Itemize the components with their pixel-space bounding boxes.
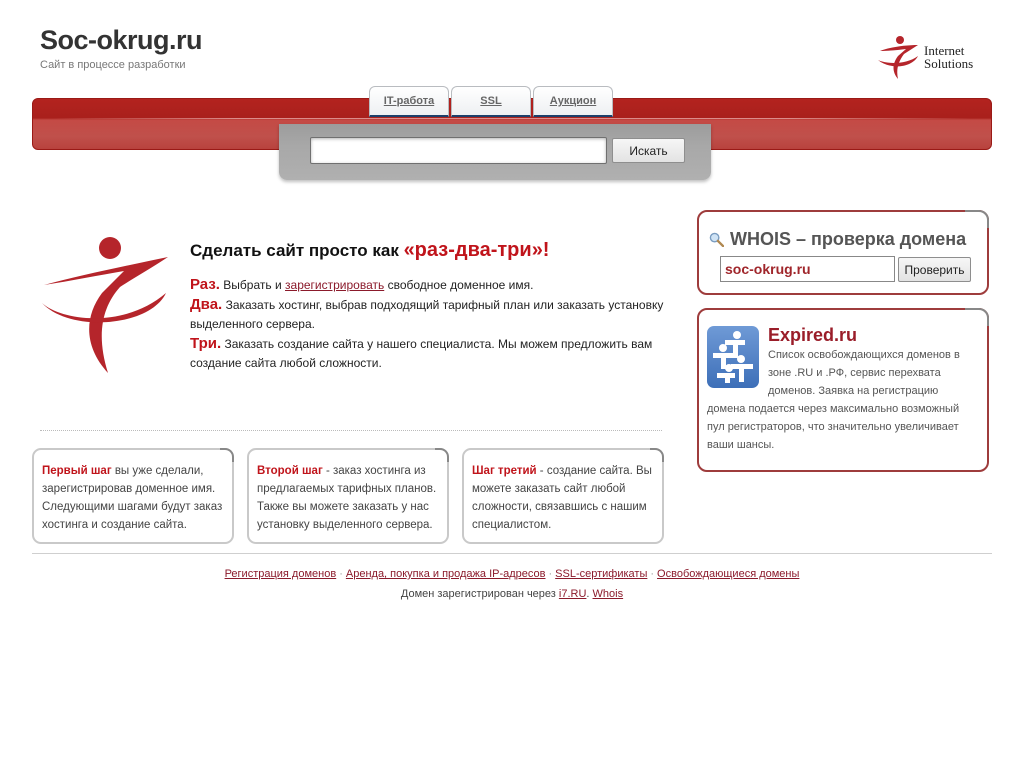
card-text: - заказ хостинга из предлагаемых тарифных планов. Также вы можете заказать у нас установку выделенного сервера.: [257, 465, 437, 531]
footer-note: [0, 588, 1024, 600]
step-text: Выбрать и: [219, 278, 286, 292]
intro-section: [190, 236, 670, 373]
tab-it-rabota[interactable]: IT-работа: [369, 86, 449, 117]
footer-links: [0, 568, 1024, 580]
search-panel: [279, 124, 711, 180]
brand-text-line1: Internet: [924, 43, 965, 58]
card-lead: Первый шаг: [42, 465, 112, 477]
step-text: свободное доменное имя.: [384, 278, 534, 292]
intro-step-three: [190, 334, 670, 373]
card-lead: Второй шаг: [257, 465, 323, 477]
expired-description: Список освобождающихся доменов в зоне .RU и .РФ, сервис перехвата доменов. Заявка на регистрацию домена подается через максимально возможный пул регистраторов, что значительно увеличивает ваши шансы.: [707, 349, 960, 451]
intro-title-accent: «раз-два-три»!: [403, 239, 550, 261]
site-subtitle: Сайт в процессе разработки: [40, 59, 186, 71]
footer-note-sep: .: [586, 588, 593, 600]
footer-link-ip-addresses[interactable]: Аренда, покупка и продажа IP-адресов: [345, 568, 546, 580]
brand-text-line2: Solutions: [924, 56, 974, 71]
expired-box: [697, 308, 989, 472]
internet-solutions-logo[interactable]: [876, 34, 988, 80]
intro-title-prefix: Сделать сайт просто как: [190, 241, 404, 260]
whois-check-button[interactable]: Проверить: [898, 257, 971, 282]
step-text: Заказать хостинг, выбрав подходящий тарифный план или заказать установку выделенного сервера.: [190, 298, 664, 331]
card-lead: Шаг третий: [472, 465, 537, 477]
expired-logo-icon[interactable]: [707, 326, 759, 388]
nav-tabs: [369, 86, 613, 117]
search-button[interactable]: Искать: [612, 138, 685, 163]
footer-note-text: Домен зарегистрирован через: [400, 588, 559, 600]
footer-link-expiring-domains[interactable]: Освобождающиеся домены: [657, 568, 800, 580]
intro-step-one: [190, 275, 670, 295]
footer-link-domain-registration[interactable]: Регистрация доменов: [224, 568, 337, 580]
step-label-tri: Три.: [190, 335, 222, 352]
step-label-raz: Раз.: [190, 276, 220, 293]
footer-link-whois[interactable]: Whois: [592, 588, 624, 600]
whois-title: [709, 229, 966, 250]
footer-separator: ·: [339, 568, 343, 580]
search-input[interactable]: [310, 137, 607, 164]
step-card-second: [247, 448, 449, 544]
whois-title-text: WHOIS – проверка домена: [730, 229, 967, 249]
card-text: - создание сайта. Вы можете заказать сайт любой сложности, связавшись с нашим специалистом.: [472, 465, 652, 531]
footer-link-i7[interactable]: i7.RU: [558, 588, 587, 600]
footer-link-ssl[interactable]: SSL-сертификаты: [555, 568, 648, 580]
footer-separator: ·: [650, 568, 655, 580]
whois-box: [697, 210, 989, 295]
register-link[interactable]: зарегистрировать: [285, 278, 385, 292]
card-text: вы уже сделали, зарегистрировав доменное имя. Следующими шагами будут заказ хостинга и создание сайта.: [42, 465, 223, 531]
footer-separator: ·: [548, 568, 553, 580]
footer-divider: [32, 553, 992, 554]
tab-ssl[interactable]: SSL: [451, 86, 531, 117]
step-card-first: [32, 448, 234, 544]
section-divider: [40, 430, 662, 431]
intro-step-two: [190, 295, 670, 334]
magnifier-icon: [709, 232, 724, 247]
site-title: Soc-okrug.ru: [40, 25, 203, 55]
step-label-dva: Два.: [190, 296, 223, 313]
expired-title-link[interactable]: Expired.ru: [768, 325, 858, 345]
step-card-third: [462, 448, 664, 544]
i7-large-logo-icon: [40, 235, 170, 375]
whois-domain-input[interactable]: [720, 256, 895, 282]
i7-logo-icon: [876, 34, 920, 80]
intro-title: [190, 236, 670, 265]
step-text: Заказать создание сайта у нашего специалиста. Мы можем предложить вам создание сайта любой сложности.: [190, 337, 653, 370]
intro-steps: [190, 275, 670, 373]
tab-auction[interactable]: Аукцион: [533, 86, 613, 117]
